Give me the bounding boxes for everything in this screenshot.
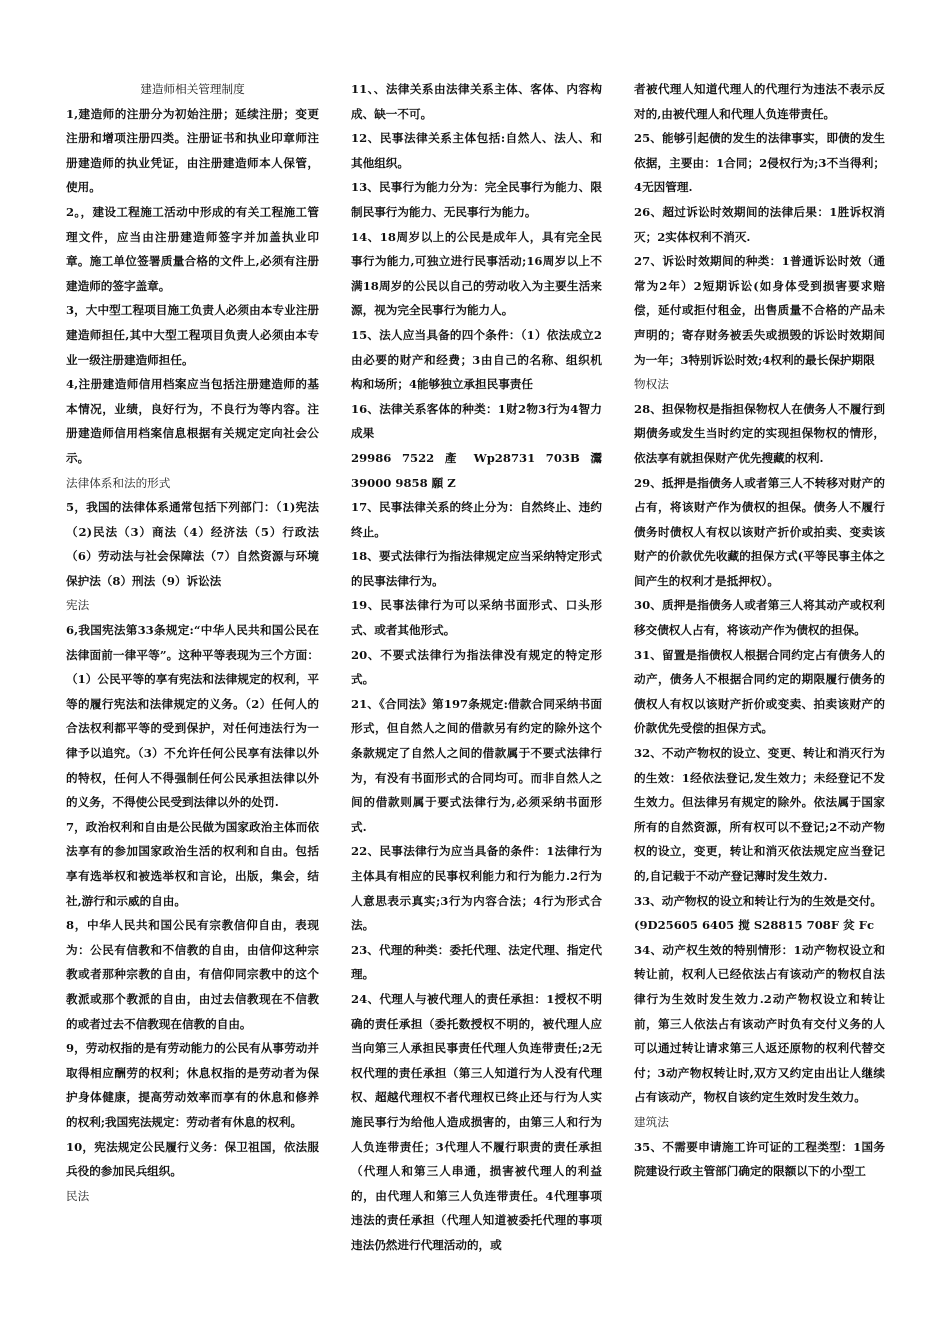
paragraph-15: 15、法人应当具备的四个条件：（1）依法成立2由必要的财产和经费；3由自己的名称、组织机构和场所；4能够独立承担民事责任 xyxy=(351,327,602,392)
section-heading-civil-law: 民法 xyxy=(66,1188,90,1203)
section-heading-legal-system: 法律体系和法的形式 xyxy=(66,475,171,490)
paragraph-8: 8，中华人民共和国公民有宗教信仰自由，表现为：公民有信教和不信教的自由，由信仰这种宗教或者那种宗教的自由，有信仰同宗教中的这个教派或那个教派的自由，由过去信教现在不信教的或者过去不信教现在信教的自由。 xyxy=(66,918,319,1031)
paragraph-11: 11、、法律关系由法律关系主体、客体、内容构成、缺一不可。 xyxy=(351,82,602,121)
paragraph-18: 18、要式法律行为指法律规定应当采纳特定形式的民事法律行为。 xyxy=(351,549,602,588)
paragraph-27: 27、诉讼时效期间的种类：1普通诉讼时效（通常为2年）2短期诉讼(如身体受到损害要求赔偿，延付或拒付租金，出售质量不合格的产品未声明的；寄存财务被丢失或损毁的诉讼时效期间为一年；3特别诉讼时效;4权利的最长保护期限 xyxy=(634,254,885,367)
paragraph-30: 30、质押是指债务人或者第三人将其动产或权利移交债权人占有，将该动产作为债权的担保。 xyxy=(634,598,885,638)
paragraph-32: 32、不动产物权的设立、变更、转让和消灭行为的生效：1经依法登记,发生效力；未经登记不发生效力。但法律另有规定的除外。依法属于国家所有的自然资源，所有权可以不登记;2不动产物权的设立，变更，转让和消灭依法规定应当登记的,自记载于不动产登记薄时发生效力. xyxy=(634,746,885,883)
document-title: 建造师相关管理制度 xyxy=(140,82,245,96)
paragraph-22: 22、民事法律行为应当具备的条件：1法律行为主体具有相应的民事权利能力和行为能力.2行为人意思表示真实;3行为内容合法；4行为形式合法。 xyxy=(351,844,602,933)
paragraph-12: 12、民事法律关系主体包括:自然人、法人、和其他组织。 xyxy=(351,131,602,170)
paragraph-34: 34、动产权生效的特别情形：1动产物权设立和转让前，权利人已经依法占有该动产的物权自法律行为生效时发生效力.2动产物权设立和转让前，第三人依法占有该动产时负有交付义务的人可以通过转让请求第三人返还原物的权利代替交付；3动产物权转让时,双方又约定由出让人继续占有该动产，物权自该约定生效时发生效力。 xyxy=(634,942,885,1105)
paragraph-31: 31、留置是指债权人根据合同约定占有债务人的动产，债务人不根据合同约定的期限履行债务的债权人有权以该财产折价或变卖、拍卖该财产的价款优先受偿的担保方式。 xyxy=(634,647,885,736)
code-string-2: (9D25605 6405 搅 S28815 708F 炃 Fc xyxy=(634,918,875,933)
paragraph-4: 4,注册建造师信用档案应当包括注册建造师的基本情况，业绩，良好行为，不良行为等内容。注册建造师信用档案信息根据有关规定定向社会公示。 xyxy=(66,377,319,465)
column-1 xyxy=(66,77,319,1208)
paragraph-35: 35、不需要申请施工许可证的工程类型：1国务院建设行政主管部门确定的限额以下的小型工 xyxy=(634,1139,885,1179)
code-string-1: 29986 7522 產 Wp28731 703B 灊 39000 9858 願 Z xyxy=(351,450,602,490)
paragraph-23: 23、代理的种类：委托代理、法定代理、指定代理。 xyxy=(351,942,602,982)
column-3 xyxy=(634,77,885,1184)
paragraph-28: 28、担保物权是指担保物权人在债务人不履行到期债务或发生当时约定的实现担保物权的情形，依法享有就担保财产优先搜藏的权利. xyxy=(634,401,885,465)
paragraph-14: 14、18周岁以上的公民是成年人，具有完全民事行为能力,可独立进行民事活动;16周岁以上不满18周岁的公民以自己的劳动收入为主要生活来源，视为完全民事行为能力人。 xyxy=(351,229,602,318)
column-2 xyxy=(351,77,602,1258)
section-heading-construction-law: 建筑法 xyxy=(634,1114,669,1129)
paragraph-24: 24、代理人与被代理人的责任承担：1授权不明确的责任承担（委托数授权不明的，被代理人应当向第三人承担民事责任代理人负连带责任;2无权代理的责任承担（第三人知道行为人没有代理权、超越代理权不者代理权已终止还与行为人实施民事行为给他人造成损害的，由第三人和行为人负连带责任；3代理人不履行职责的责任承担（代理人和第三人串通，损害被代理人的利益的，由代理人和第三人负连带责任。4代理事项违法的责任承担（代理人知道被委托代理的事项违法仍然进行代理活动的，或 xyxy=(351,991,602,1252)
paragraph-10: 10，宪法规定公民履行义务：保卫祖国，依法服兵役的参加民兵组织。 xyxy=(66,1139,319,1179)
paragraph-26: 26、超过诉讼时效期间的法律后果：1胜诉权消灭；2实体权利不消灭. xyxy=(634,204,885,244)
paragraph-19: 19、民事法律行为可以采纳书面形式、口头形式、或者其他形式。 xyxy=(351,598,602,638)
paragraph-24-continued: 者被代理人知道代理人的代理行为违法不表示反对的,由被代理人和代理人负连带责任。 xyxy=(634,82,885,121)
paragraph-20: 20、不要式法律行为指法律没有规定的特定形式。 xyxy=(351,647,602,687)
paragraph-21: 21、《合同法》第197条规定:借款合同采纳书面形式，但自然人之间的借款另有约定的除外这个条款规定了自然人之间的借款属于不要式法律行为，有没有书面形式的合同均可。而非自然人之间的借款则属于要式法律行为,必须采纳书面形式. xyxy=(351,696,602,834)
paragraph-2: 2。，建设工程施工活动中形成的有关工程施工管理文件，应当由注册建造师签字并加盖执业印章。施工单位签署质量合格的文件上,必须有注册建造师的签字盖章。 xyxy=(66,204,319,293)
paragraph-7: 7，政治权利和自由是公民做为国家政治主体而依法享有的参加国家政治生活的权利和自由。包括享有选举权和被选举权和言论，出版，集会，结社,游行和示威的自由。 xyxy=(66,819,319,908)
paragraph-13: 13、民事行为能力分为：完全民事行为能力、限制民事行为能力、无民事行为能力。 xyxy=(351,180,602,219)
paragraph-1: 1,建造师的注册分为初始注册；延续注册；变更注册和增项注册四类。注册证书和执业印章师注册建造师的执业凭证，由注册建造师本人保管，使用。 xyxy=(66,106,319,195)
paragraph-3: 3，大中型工程项目施工负责人必须由本专业注册建造师担任,其中大型工程项目负责人必须由本专业一级注册建造师担任。 xyxy=(66,303,319,367)
paragraph-29: 29、抵押是指债务人或者第三人不转移对财产的占有，将该财产作为债权的担保。债务人不履行债务时债权人有权以该财产折价或拍卖、变卖该财产的价款优先收藏的担保方式(平等民事主体之间产生的权利才是抵押权）。 xyxy=(634,475,885,588)
section-heading-property-law: 物权法 xyxy=(634,377,669,392)
paragraph-17: 17、民事法律关系的终止分为：自然终止、违约终止。 xyxy=(351,500,602,539)
paragraph-33: 33、动产物权的设立和转让行为的生效是交付。 xyxy=(634,893,883,908)
section-heading-constitution: 宪法 xyxy=(66,598,90,613)
paragraph-16: 16、法律关系客体的种类：1财2物3行为4智力成果 xyxy=(351,401,602,441)
paragraph-25: 25、能够引起债的发生的法律事实，即债的发生依据，主要由：1合同；2侵权行为;3不当得利；4无因管理. xyxy=(634,131,885,195)
paragraph-6: 6,我国宪法第33条规定:“中华人民共和国公民在法律面前一律平等”。这种平等表现为三个方面：（1）公民平等的享有宪法和法律规定的权利，平等的履行宪法和法律规定的义务。（2）任何人的合法权利都平等的受到保护，对任何违法行为一律予以追究。（3）不允许任何公民享有法律以外的特权，任何人不得强制任何公民承担法律以外的义务，不得使公民受到法律以外的处罚. xyxy=(66,623,319,810)
paragraph-5: 5，我国的法律体系通常包括下列部门：（1)宪法（2)民法（3）商法（4）经济法（5）行政法（6）劳动法与社会保障法（7）自然资源与环境保护法（8）刑法（9）诉讼法 xyxy=(66,500,319,588)
paragraph-9: 9，劳动权指的是有劳动能力的公民有从事劳动并取得相应酬劳的权利；休息权指的是劳动者为保护身体健康，提高劳动效率而享有的休息和修养的权利;我国宪法规定：劳动者有休息的权利。 xyxy=(66,1041,319,1129)
